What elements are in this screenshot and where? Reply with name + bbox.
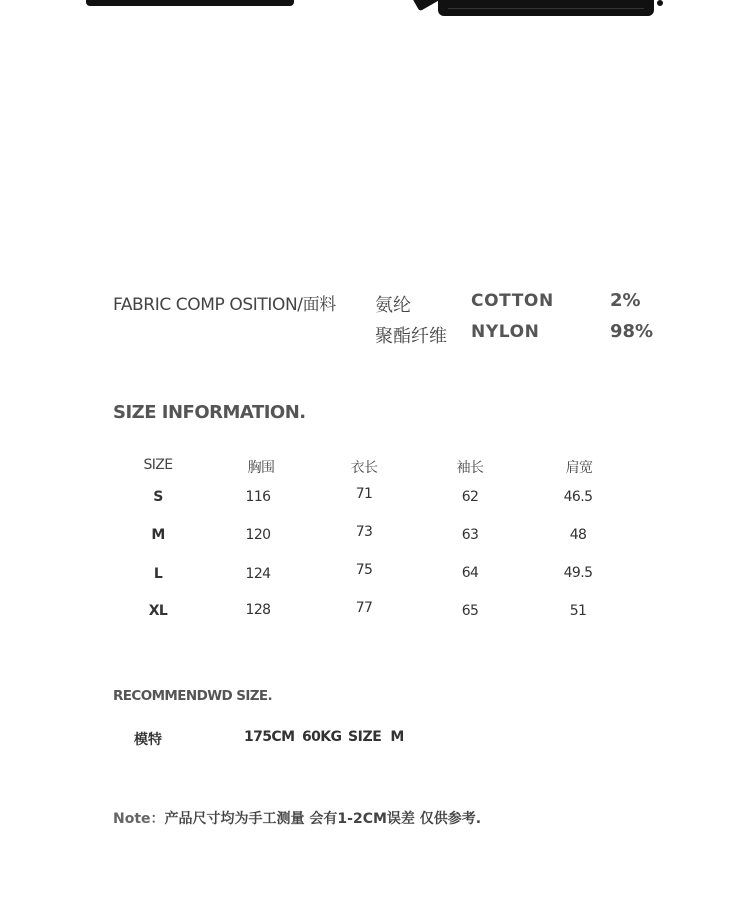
model-label: 模特 <box>134 732 162 748</box>
recommended-size-title: RECOMMENDWD SIZE. <box>113 688 273 704</box>
chest-column-header: 胸围 <box>247 460 275 476</box>
sleeve-value: 63 <box>461 527 479 543</box>
length-value: 71 <box>355 486 373 502</box>
size-label: XL <box>148 603 168 619</box>
shoulder-value: 48 <box>569 527 587 543</box>
model-height: 175CM <box>244 729 295 745</box>
sleeve-value: 62 <box>461 489 479 505</box>
chest-value: 124 <box>245 566 271 582</box>
chest-value: 116 <box>245 489 271 505</box>
measurement-note <box>113 808 481 828</box>
size-label: M <box>151 527 165 543</box>
fabric-composition-title: FABRIC COMP OSITION/面料 <box>113 295 336 315</box>
size-label: S <box>153 489 163 505</box>
length-column-header: 衣长 <box>350 460 378 476</box>
fabric-material-percent: 98% <box>610 321 654 342</box>
fabric-material-percent: 2% <box>610 290 641 311</box>
model-weight: 60KG <box>302 729 342 745</box>
fabric-material-cn: 氨纶 <box>375 295 411 316</box>
fabric-material-cn: 聚酯纤维 <box>375 326 447 347</box>
shoulder-value: 46.5 <box>563 489 593 505</box>
chest-value: 120 <box>245 527 271 543</box>
chest-value: 128 <box>245 602 271 618</box>
sleeve-column-header: 袖长 <box>456 460 484 476</box>
length-value: 77 <box>355 600 373 616</box>
length-value: 75 <box>355 562 373 578</box>
fabric-material-en: COTTON <box>471 291 554 311</box>
sleeve-value: 65 <box>461 603 479 619</box>
sleeve-value: 64 <box>461 565 479 581</box>
model-size: SIZE M <box>348 729 404 745</box>
note-label: Note： <box>113 811 165 827</box>
shoulder-value: 49.5 <box>563 565 593 581</box>
note-text: 产品尺寸均为手工测量 会有1-2CM误差 仅供参考. <box>164 811 482 827</box>
shoulder-column-header: 肩宽 <box>565 460 593 476</box>
size-label: L <box>153 566 163 582</box>
fabric-material-en: NYLON <box>471 322 540 342</box>
size-information-title: SIZE INFORMATION. <box>113 402 306 423</box>
size-column-header: SIZE <box>143 457 173 473</box>
shoulder-value: 51 <box>569 603 587 619</box>
length-value: 73 <box>355 524 373 540</box>
